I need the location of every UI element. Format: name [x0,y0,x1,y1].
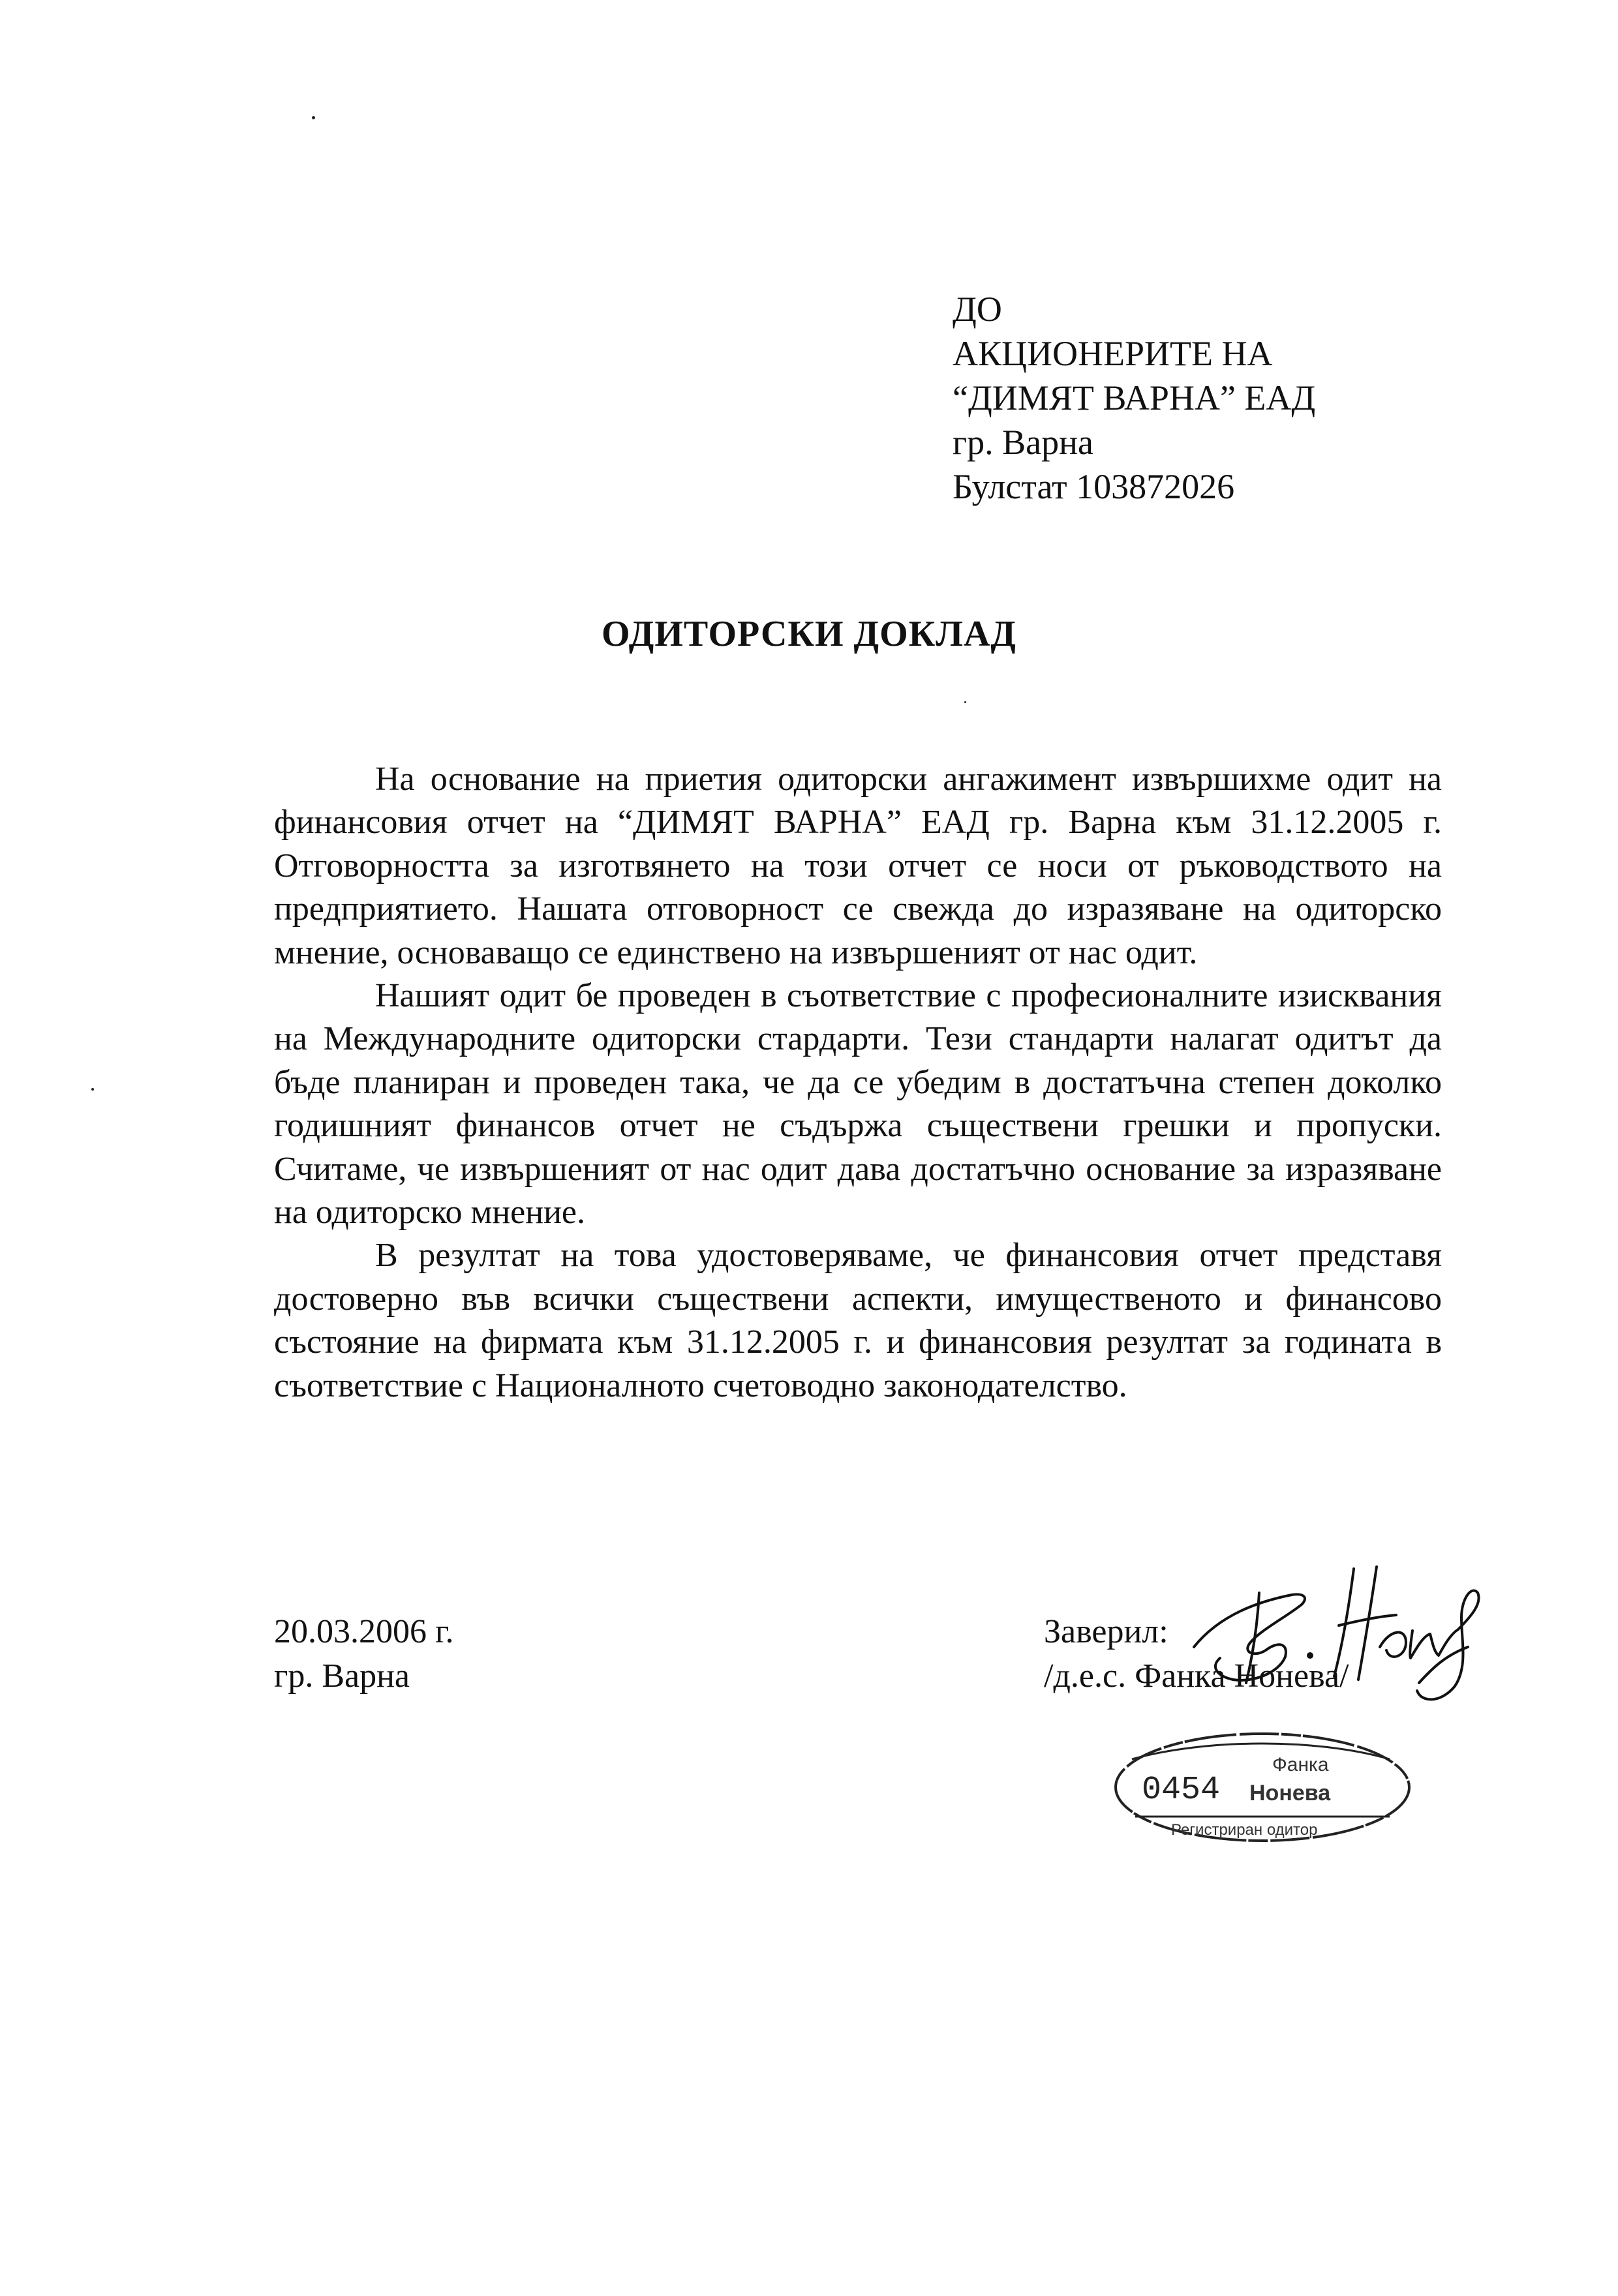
auditor-name: /д.е.с. Фанка Нонева/ [1044,1657,1349,1695]
report-place: гр. Варна [274,1657,410,1695]
scan-speck [91,1088,94,1091]
page-title: ОДИТОРСКИ ДОКЛАД [602,614,1016,654]
report-body [274,758,1442,1408]
certified-label: Заверил: [1044,1613,1168,1650]
addressee-bulstat: Булстат 103872026 [953,467,1235,506]
stamp-number: 0454 [1142,1772,1221,1809]
stamp-name-line1: Фанка [1272,1754,1329,1775]
addressee-shareholders: АКЦИОНЕРИТЕ НА [953,334,1273,373]
paragraph-engagement: На основание на приетия одиторски ангажимент извършихме одит на финансовия отчет на “ДИМЯТ ВАРНА” ЕАД гр. Варна към 31.12.2005 г. Отговорността за изготвянето на този отчет се носи от ръководството на предприятието. Нашата отговорност се свежда до изразяване на одиторско мнение, основаващо се единствено на извършеният от нас одит. [274,761,1442,971]
scan-speck [312,116,315,119]
date-place-block [274,1610,453,1699]
handwritten-signature [1181,1552,1494,1709]
report-date: 20.03.2006 г. [274,1613,454,1650]
scan-speck [964,701,966,703]
paragraph-opinion: В резултат на това удостоверяваме, че финансовия отчет представя достоверно във всички съществени аспекти, имущественото и финансово състояние на фирмата към 31.12.2005 г. и финансовия резултат за годината в съответствие с Националното счетоводно законодателство. [274,1237,1442,1404]
stamp-name-line2: Нонева [1249,1781,1331,1805]
auditor-stamp [1109,1725,1416,1846]
addressee-city: гр. Варна [953,423,1093,462]
stamp-caption: Регистриран одитор [1171,1821,1318,1839]
addressee-to: ДО [953,290,1002,329]
paragraph-standards: Нашият одит бе проведен в съответствие с професионалните изисквания на Международните одиторски стардарти. Тези стандарти налагат одитът да бъде планиран и проведен така, че да се убедим в достатъчна степен доколко годишният финансов отчет не съдържа съществени грешки и пропуски. Считаме, че извършеният от нас одит дава достатъчно основание за изразяване на одиторско мнение. [274,977,1442,1231]
addressee-company: “ДИМЯТ ВАРНА” ЕАД [953,378,1316,417]
addressee-block [953,287,1474,509]
